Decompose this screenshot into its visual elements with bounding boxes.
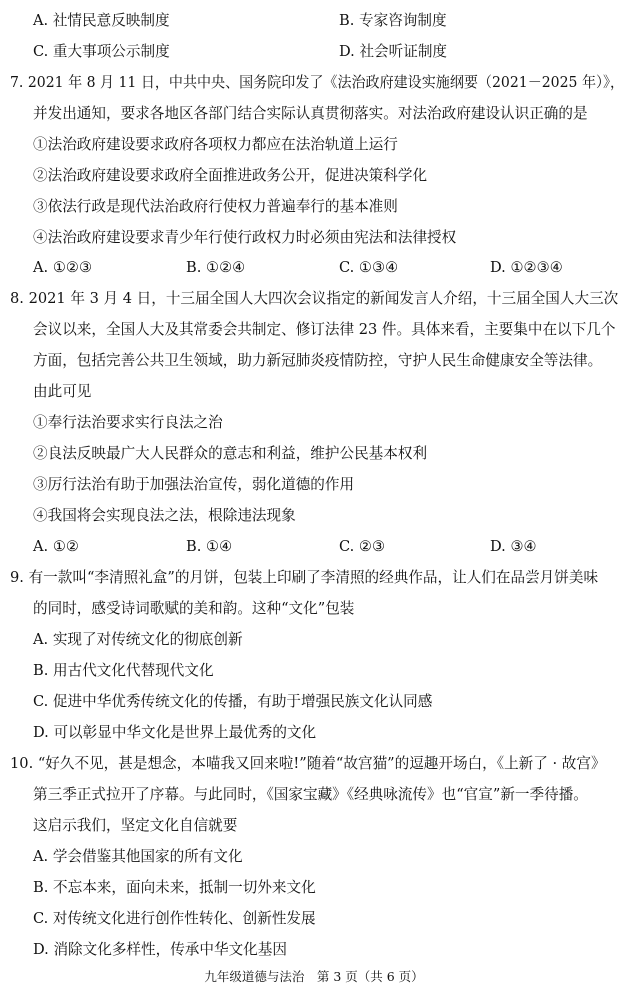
q10-option-c: C. 对传统文化进行创作性转化、创新性发展 [33, 910, 316, 927]
q8-stem-line-3: 方面，包括完善公共卫生领域，助力新冠肺炎疫情防控，守护人民生命健康安全等法律。 [33, 352, 603, 369]
q6-option-a: A. 社情民意反映制度 [33, 12, 170, 29]
q7-option-c: C. ①③④ [339, 259, 399, 276]
q7-statement-4: ④法治政府建设要求青少年行使行政权力时必须由宪法和法律授权 [33, 229, 457, 246]
q9-stem-line-1: 9. 有一款叫“李清照礼盒”的月饼，包装上印刷了李清照的经典作品，让人们在品尝月饼美味 [10, 569, 599, 586]
q7-statement-3: ③依法行政是现代法治政府行使权力普遍奉行的基本准则 [33, 198, 398, 215]
q10-option-d: D. 消除文化多样性，传承中华文化基因 [33, 941, 287, 958]
q7-option-d: D. ①②③④ [490, 259, 563, 276]
q7-statement-1: ①法治政府建设要求政府各项权力都应在法治轨道上运行 [33, 136, 398, 153]
q9-option-a: A. 实现了对传统文化的彻底创新 [33, 631, 243, 648]
q10-stem-line-1: 10. “好久不见，甚是想念，本喵我又回来啦!”随着“故宫猫”的逗趣开场白，《上新了 · 故宫》 [10, 755, 606, 772]
q8-stem-line-4: 由此可见 [33, 383, 92, 400]
q6-option-d: D. 社会听证制度 [339, 43, 448, 60]
q8-option-d: D. ③④ [490, 538, 537, 555]
q8-option-b: B. ①④ [186, 538, 233, 555]
q8-stem-line-2: 会议以来，全国人大及其常委会共制定、修订法律 23 件。具体来看，主要集中在以下几个 [33, 321, 616, 338]
q6-option-c: C. 重大事项公示制度 [33, 43, 170, 60]
q8-stem-line-1: 8. 2021 年 3 月 4 日，十三届全国人大四次会议指定的新闻发言人介绍，十三届全国人大三次 [10, 290, 619, 307]
q10-stem-line-2: 第三季正式拉开了序幕。与此同时，《国家宝藏》《经典咏流传》也“官宣”新一季待播。 [33, 786, 588, 803]
q8-statement-3: ③厉行法治有助于加强法治宣传，弱化道德的作用 [33, 476, 355, 493]
q8-option-c: C. ②③ [339, 538, 386, 555]
q8-statement-1: ①奉行法治要求实行良法之治 [33, 414, 223, 431]
q9-option-b: B. 用古代文化代替现代文化 [33, 662, 214, 679]
q9-stem-line-2: 的同时，感受诗词歌赋的美和韵。这种“文化”包装 [33, 600, 355, 617]
q8-statement-2: ②良法反映最广大人民群众的意志和利益，维护公民基本权利 [33, 445, 428, 462]
page-footer: 九年级道德与法治 第 3 页（共 6 页） [204, 969, 424, 984]
q10-stem-line-3: 这启示我们，坚定文化自信就要 [33, 817, 238, 834]
q7-stem-line-1: 7. 2021 年 8 月 11 日，中共中央、国务院印发了《法治政府建设实施纲要（2021－2025 年）》， [10, 74, 625, 91]
q9-option-d: D. 可以彰显中华文化是世界上最优秀的文化 [33, 724, 317, 741]
q7-option-a: A. ①②③ [33, 259, 93, 276]
q10-option-b: B. 不忘本来，面向未来，抵制一切外来文化 [33, 879, 316, 896]
q9-option-c: C. 促进中华优秀传统文化的传播，有助于增强民族文化认同感 [33, 693, 433, 710]
q7-stem-line-2: 并发出通知，要求各地区各部门结合实际认真贯彻落实。对法治政府建设认识正确的是 [33, 105, 588, 122]
q7-statement-2: ②法治政府建设要求政府全面推进政务公开，促进决策科学化 [33, 167, 428, 184]
q10-option-a: A. 学会借鉴其他国家的所有文化 [33, 848, 243, 865]
q8-statement-4: ④我国将会实现良法之法，根除违法现象 [33, 507, 296, 524]
q6-option-b: B. 专家咨询制度 [339, 12, 447, 29]
q8-option-a: A. ①② [33, 538, 79, 555]
q7-option-b: B. ①②④ [186, 259, 246, 276]
